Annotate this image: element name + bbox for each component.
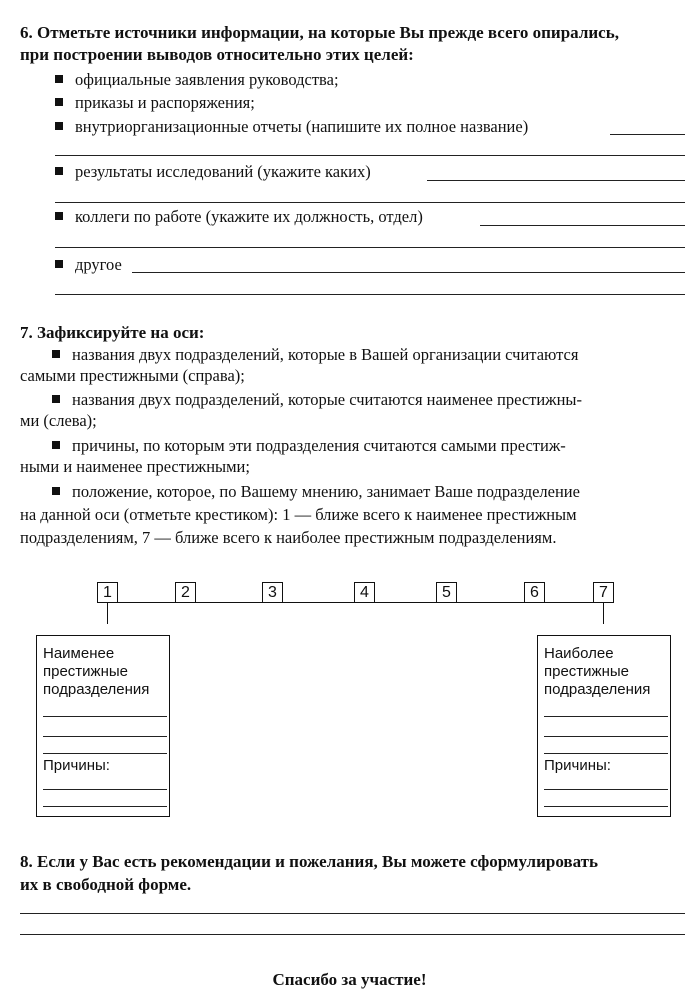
q6-option-2[interactable]	[55, 93, 255, 113]
bullet-square-icon	[55, 122, 63, 130]
most-prestigious-box	[537, 635, 671, 817]
q8-answer-line[interactable]	[20, 913, 685, 914]
q6-option-3[interactable]	[55, 117, 528, 137]
scale-axis-left-connector	[107, 602, 108, 624]
bullet-square-icon	[55, 167, 63, 175]
least-box-reasons-label: Причины:	[43, 757, 110, 774]
bullet-square-icon	[52, 350, 60, 358]
q6-option-5-answer-line[interactable]	[480, 225, 685, 226]
q7-item-4-line2: на данной оси (отметьте крестиком): 1 — ближе всего к наименее престижным	[20, 505, 577, 524]
q6-title-line2: при построении выводов относительно этих целей:	[20, 45, 414, 64]
q6-option-6-answer-line[interactable]	[132, 272, 685, 273]
q6-option-5-answer-line-2[interactable]	[55, 247, 685, 248]
least-box-label-1: Наименее	[43, 645, 115, 662]
q7-item-4	[20, 481, 685, 502]
q6-option-label: приказы и распоряжения;	[75, 93, 255, 112]
most-box-label-2: престижные	[544, 663, 629, 680]
scale-point-1[interactable]: 1	[97, 582, 118, 603]
q6-option-3-answer-line-2[interactable]	[55, 155, 685, 156]
q6-option-label: официальные заявления руководства;	[75, 70, 339, 89]
scale-point-2[interactable]: 2	[175, 582, 196, 603]
bullet-square-icon	[52, 441, 60, 449]
least-box-answer-line[interactable]	[43, 736, 167, 737]
most-box-answer-line[interactable]	[544, 753, 668, 754]
thank-you-message: Спасибо за участие!	[272, 970, 427, 989]
q6-option-label: результаты исследований (укажите каких)	[75, 162, 371, 181]
scale-point-3[interactable]: 3	[262, 582, 283, 603]
scale-point-7[interactable]: 7	[593, 582, 614, 603]
most-box-answer-line[interactable]	[544, 716, 668, 717]
scale-axis-right-connector	[603, 602, 604, 624]
q7-item-2	[20, 389, 685, 410]
most-box-label-3: подразделения	[544, 681, 651, 698]
q6-option-label: другое	[75, 255, 122, 274]
most-box-reasons-line[interactable]	[544, 789, 668, 790]
bullet-square-icon	[55, 212, 63, 220]
q6-option-6-answer-line-2[interactable]	[55, 294, 685, 295]
bullet-square-icon	[55, 98, 63, 106]
scale-point-5[interactable]: 5	[436, 582, 457, 603]
q6-option-5[interactable]	[55, 207, 423, 227]
scale-point-4[interactable]: 4	[354, 582, 375, 603]
bullet-square-icon	[55, 260, 63, 268]
least-box-reasons-line[interactable]	[43, 789, 167, 790]
q8-answer-line[interactable]	[20, 934, 685, 935]
q6-option-4-answer-line[interactable]	[427, 180, 685, 181]
least-prestigious-box	[36, 635, 170, 817]
q7-item-1	[20, 344, 685, 365]
least-box-reasons-line[interactable]	[43, 806, 167, 807]
bullet-square-icon	[52, 395, 60, 403]
scale-axis-line	[107, 602, 603, 625]
q7-item-2-cont: ми (слева);	[20, 411, 97, 430]
most-box-label-1: Наиболее	[544, 645, 614, 662]
q7-item-1-cont: самыми престижными (справа);	[20, 366, 245, 385]
q6-option-label: внутриорганизационные отчеты (напишите их полное название)	[75, 117, 529, 136]
q7-item-4-line1: положение, которое, по Вашему мнению, занимает Ваше подразделение	[72, 482, 580, 501]
q7-item-1-line1: названия двух подразделений, которые в Вашей организации считаются	[72, 345, 579, 364]
most-box-answer-line[interactable]	[544, 736, 668, 737]
q7-item-3	[20, 435, 685, 456]
least-box-label-2: престижные	[43, 663, 128, 680]
q6-option-3-answer-line[interactable]	[610, 134, 685, 135]
q8-title-line1: 8. Если у Вас есть рекомендации и пожелания, Вы можете сформулировать	[20, 852, 598, 871]
least-box-answer-line[interactable]	[43, 716, 167, 717]
q6-title-line1: 6. Отметьте источники информации, на которые Вы прежде всего опирались,	[20, 23, 619, 42]
most-box-reasons-label: Причины:	[544, 757, 611, 774]
q6-option-1[interactable]	[55, 70, 339, 90]
q7-item-3-line1: причины, по которым эти подразделения считаются самыми престиж-	[72, 436, 566, 455]
q7-item-2-line1: названия двух подразделений, которые считаются наименее престижны-	[72, 390, 582, 409]
scale-point-6[interactable]: 6	[524, 582, 545, 603]
q7-title: 7. Зафиксируйте на оси:	[20, 323, 205, 342]
q6-option-4[interactable]	[55, 162, 371, 182]
bullet-square-icon	[52, 487, 60, 495]
q7-item-3-cont: ными и наименее престижными;	[20, 457, 250, 476]
least-box-answer-line[interactable]	[43, 753, 167, 754]
q8-title-line2: их в свободной форме.	[20, 875, 192, 894]
most-box-reasons-line[interactable]	[544, 806, 668, 807]
q6-option-4-answer-line-2[interactable]	[55, 202, 685, 203]
q7-item-4-line3: подразделениям, 7 — ближе всего к наиболее престижным подразделениям.	[20, 528, 557, 547]
q6-option-label: коллеги по работе (укажите их должность, отдел)	[75, 207, 423, 226]
bullet-square-icon	[55, 75, 63, 83]
least-box-label-3: подразделения	[43, 681, 150, 698]
q6-option-6[interactable]	[55, 255, 122, 275]
